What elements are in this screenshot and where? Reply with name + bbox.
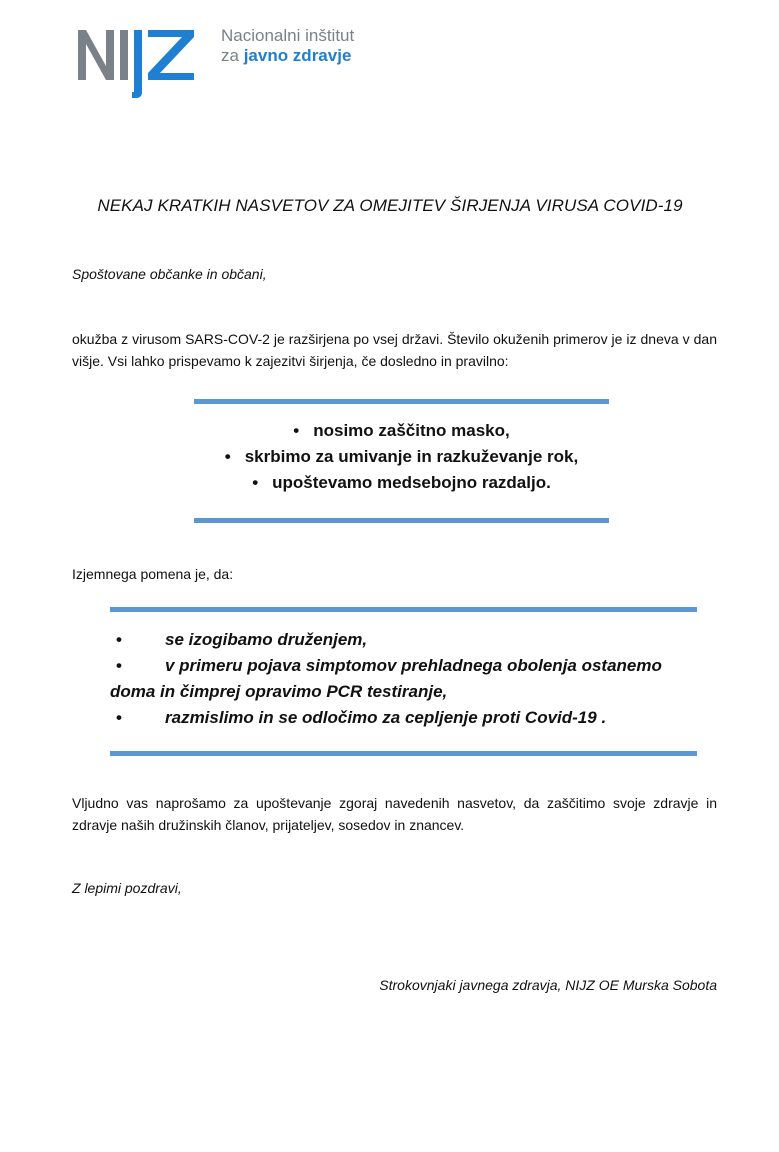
list-item: • nosimo zaščitno masko, [293,421,510,440]
list-item: • v primeru pojava simptomov prehladnega obolenja ostanemo doma in čimprej opravimo PCR testiranje, [110,653,697,705]
list-item: • skrbimo za umivanje in razkuževanje rok, [224,447,579,466]
measure-text: nosimo zaščitno masko, [313,421,510,440]
logo-highlight: javno zdravje [243,46,352,65]
measures-box [194,399,609,523]
measure-text: upoštevamo medsebojno razdaljo. [272,473,551,492]
important-text: se izogibamo druženjem, [165,630,368,649]
important-list [110,612,697,731]
important-text: razmislimo in se odločimo za cepljenje proti Covid-19 . [165,708,607,727]
measures-list [194,404,609,496]
nijz-logo [76,22,376,102]
closing-line: Z lepimi pozdravi, [72,880,182,896]
signature: Strokovnjaki javnega zdravja, NIJZ OE Murska Sobota [379,977,717,993]
logo-line-health [221,46,351,66]
intro-paragraph: okužba z virusom SARS-COV-2 je razširjena po vsej državi. Število okuženih primerov je iz dneva v dan višje. Vsi lahko prispevamo k zajezitvi širjenja, če dosledno in pravilno: [72,331,717,369]
logo-prefix: za [221,46,244,65]
document-title: NEKAJ KRATKIH NASVETOV ZA OMEJITEV ŠIRJENJA VIRUSA COVID-19 [97,196,683,215]
important-lead: Izjemnega pomena je, da: [72,566,234,582]
measure-text: skrbimo za umivanje in razkuževanje rok, [244,447,579,466]
greeting: Spoštovane občanke in občani, [72,266,267,282]
list-item: • upoštevamo medsebojno razdaljo. [252,473,551,492]
important-text: v primeru pojava simptomov prehladnega obolenja ostanemo doma in čimprej opravimo PCR testiranje, [110,656,662,701]
nijz-logo-mark [76,22,216,102]
logo-line-institute: Nacionalni inštitut [221,26,355,45]
request-paragraph: Vljudno vas naprošamo za upoštevanje zgoraj navedenih nasvetov, da zaščitimo svoje zdravje in zdravje naših družinskih članov, prijateljev, sosedov in znancev. [72,795,717,833]
important-box [110,607,697,756]
list-item: • se izogibamo druženjem, [110,627,697,653]
list-item: • razmislimo in se odločimo za cepljenje proti Covid-19 . [110,705,697,731]
